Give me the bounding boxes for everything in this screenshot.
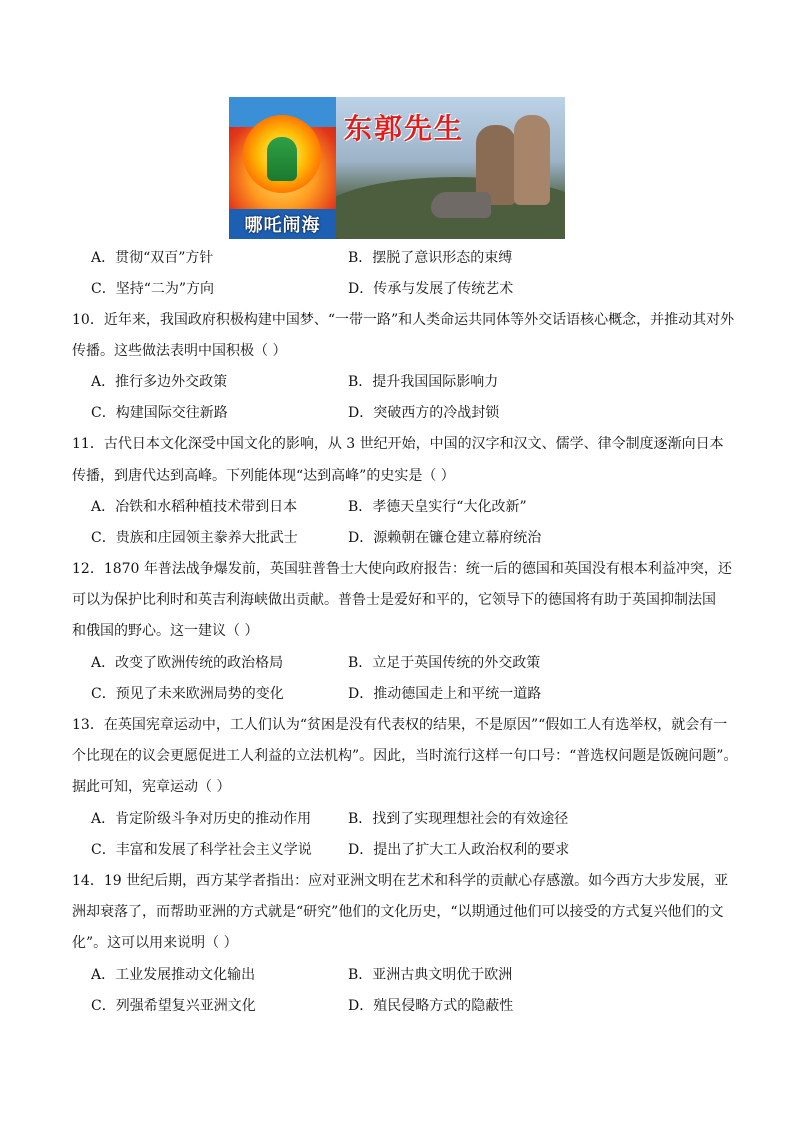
q12-option-a: A．改变了欧洲传统的政治格局 bbox=[91, 655, 284, 671]
q10-stem-line2: 传播。这些做法表明中国积极（ ） bbox=[72, 343, 287, 359]
q11-option-c: C．贵族和庄园领主豢养大批武士 bbox=[91, 530, 298, 546]
nezha-poster-image bbox=[229, 97, 336, 239]
q13-stem-line1: 13．在英国宪章运动中，工人们认为“贫困是没有代表权的结果，不是原因”“假如工人有选举权，就会有一 bbox=[72, 717, 728, 733]
q12-stem-line2: 可以为保护比利时和英吉利海峡做出贡献。普鲁士是爱好和平的，它领导下的德国将有助于英国抑制法国 bbox=[72, 592, 716, 608]
q11-option-d: D．源赖朝在镰仓建立幕府统治 bbox=[348, 530, 542, 546]
q11-option-a: A．冶铁和水稻种植技术带到日本 bbox=[91, 499, 298, 515]
q10-option-a: A．推行多边外交政策 bbox=[91, 374, 228, 390]
q11-option-b: B．孝德天皇实行“大化改新” bbox=[348, 499, 527, 515]
q9-option-c: C．坚持“二为”方向 bbox=[91, 281, 215, 297]
q10-stem-line1: 10．近年来，我国政府积极构建中国梦、“一带一路”和人类命运共同体等外交话语核心概念，并推动其对外 bbox=[72, 312, 735, 328]
q9-option-a: A．贯彻“双百”方针 bbox=[91, 250, 214, 266]
q14-option-c: C．列强希望复兴亚洲文化 bbox=[91, 998, 256, 1014]
q12-stem-line1: 12．1870 年普法战争爆发前，英国驻普鲁士大使向政府报告：统一后的德国和英国没有根本利益冲突，还 bbox=[72, 561, 732, 577]
q11-stem-line2: 传播，到唐代达到高峰。下列能体现“达到高峰”的史实是（ ） bbox=[72, 468, 455, 484]
q10-option-d: D．突破西方的冷战封锁 bbox=[348, 405, 500, 421]
q13-option-d: D．提出了扩大工人政治权利的要求 bbox=[348, 842, 570, 858]
q14-stem-line1: 14．19 世纪后期，西方某学者指出：应对亚洲文明在艺术和科学的贡献心存感激。如今西方大步发展，亚 bbox=[72, 873, 729, 889]
q14-stem-line2: 洲却衰落了，而帮助亚洲的方式就是“研究”他们的文化历史，“以期通过他们可以接受的方式复兴他们的文 bbox=[72, 904, 724, 920]
q10-option-b: B．提升我国国际影响力 bbox=[348, 374, 499, 390]
q14-option-a: A．工业发展推动文化输出 bbox=[91, 967, 256, 983]
q13-stem-line2: 个比现在的议会更愿促进工人利益的立法机构”。因此，当时流行这样一句口号：“普选权问题是饭碗问题”。 bbox=[72, 748, 738, 764]
q14-option-b: B．亚洲古典文明优于欧洲 bbox=[348, 967, 513, 983]
q12-option-d: D．推动德国走上和平统一道路 bbox=[348, 686, 542, 702]
q14-option-d: D．殖民侵略方式的隐蔽性 bbox=[348, 998, 514, 1014]
dongguo-film-still-image bbox=[336, 97, 565, 239]
q11-stem-line1: 11．古代日本文化深受中国文化的影响，从 3 世纪开始，中国的汉字和汉文、儒学、律令制度逐渐向日本 bbox=[72, 436, 724, 452]
q13-stem-line3: 据此可知，宪章运动（ ） bbox=[72, 779, 231, 795]
q10-option-c: C．构建国际交往新路 bbox=[91, 405, 228, 421]
dongguo-title-text: 东郭先生 bbox=[344, 112, 465, 145]
q13-option-c: C．丰富和发展了科学社会主义学说 bbox=[91, 842, 312, 858]
q13-option-b: B．找到了实现理想社会的有效途径 bbox=[348, 811, 569, 827]
q9-option-b: B．摆脱了意识形态的束缚 bbox=[348, 250, 513, 266]
question-9-images bbox=[229, 97, 565, 239]
q12-stem-line3: 和俄国的野心。这一建议（ ） bbox=[72, 623, 259, 639]
q13-option-a: A．肯定阶级斗争对历史的推动作用 bbox=[91, 811, 312, 827]
q12-option-c: C．预见了未来欧洲局势的变化 bbox=[91, 686, 284, 702]
q14-stem-line3: 化”。这可以用来说明（ ） bbox=[72, 935, 238, 951]
q9-option-d: D．传承与发展了传统艺术 bbox=[348, 281, 514, 297]
q12-option-b: B．立足于英国传统的外交政策 bbox=[348, 655, 541, 671]
nezha-logo-text: 哪吒闹海 bbox=[244, 215, 321, 236]
